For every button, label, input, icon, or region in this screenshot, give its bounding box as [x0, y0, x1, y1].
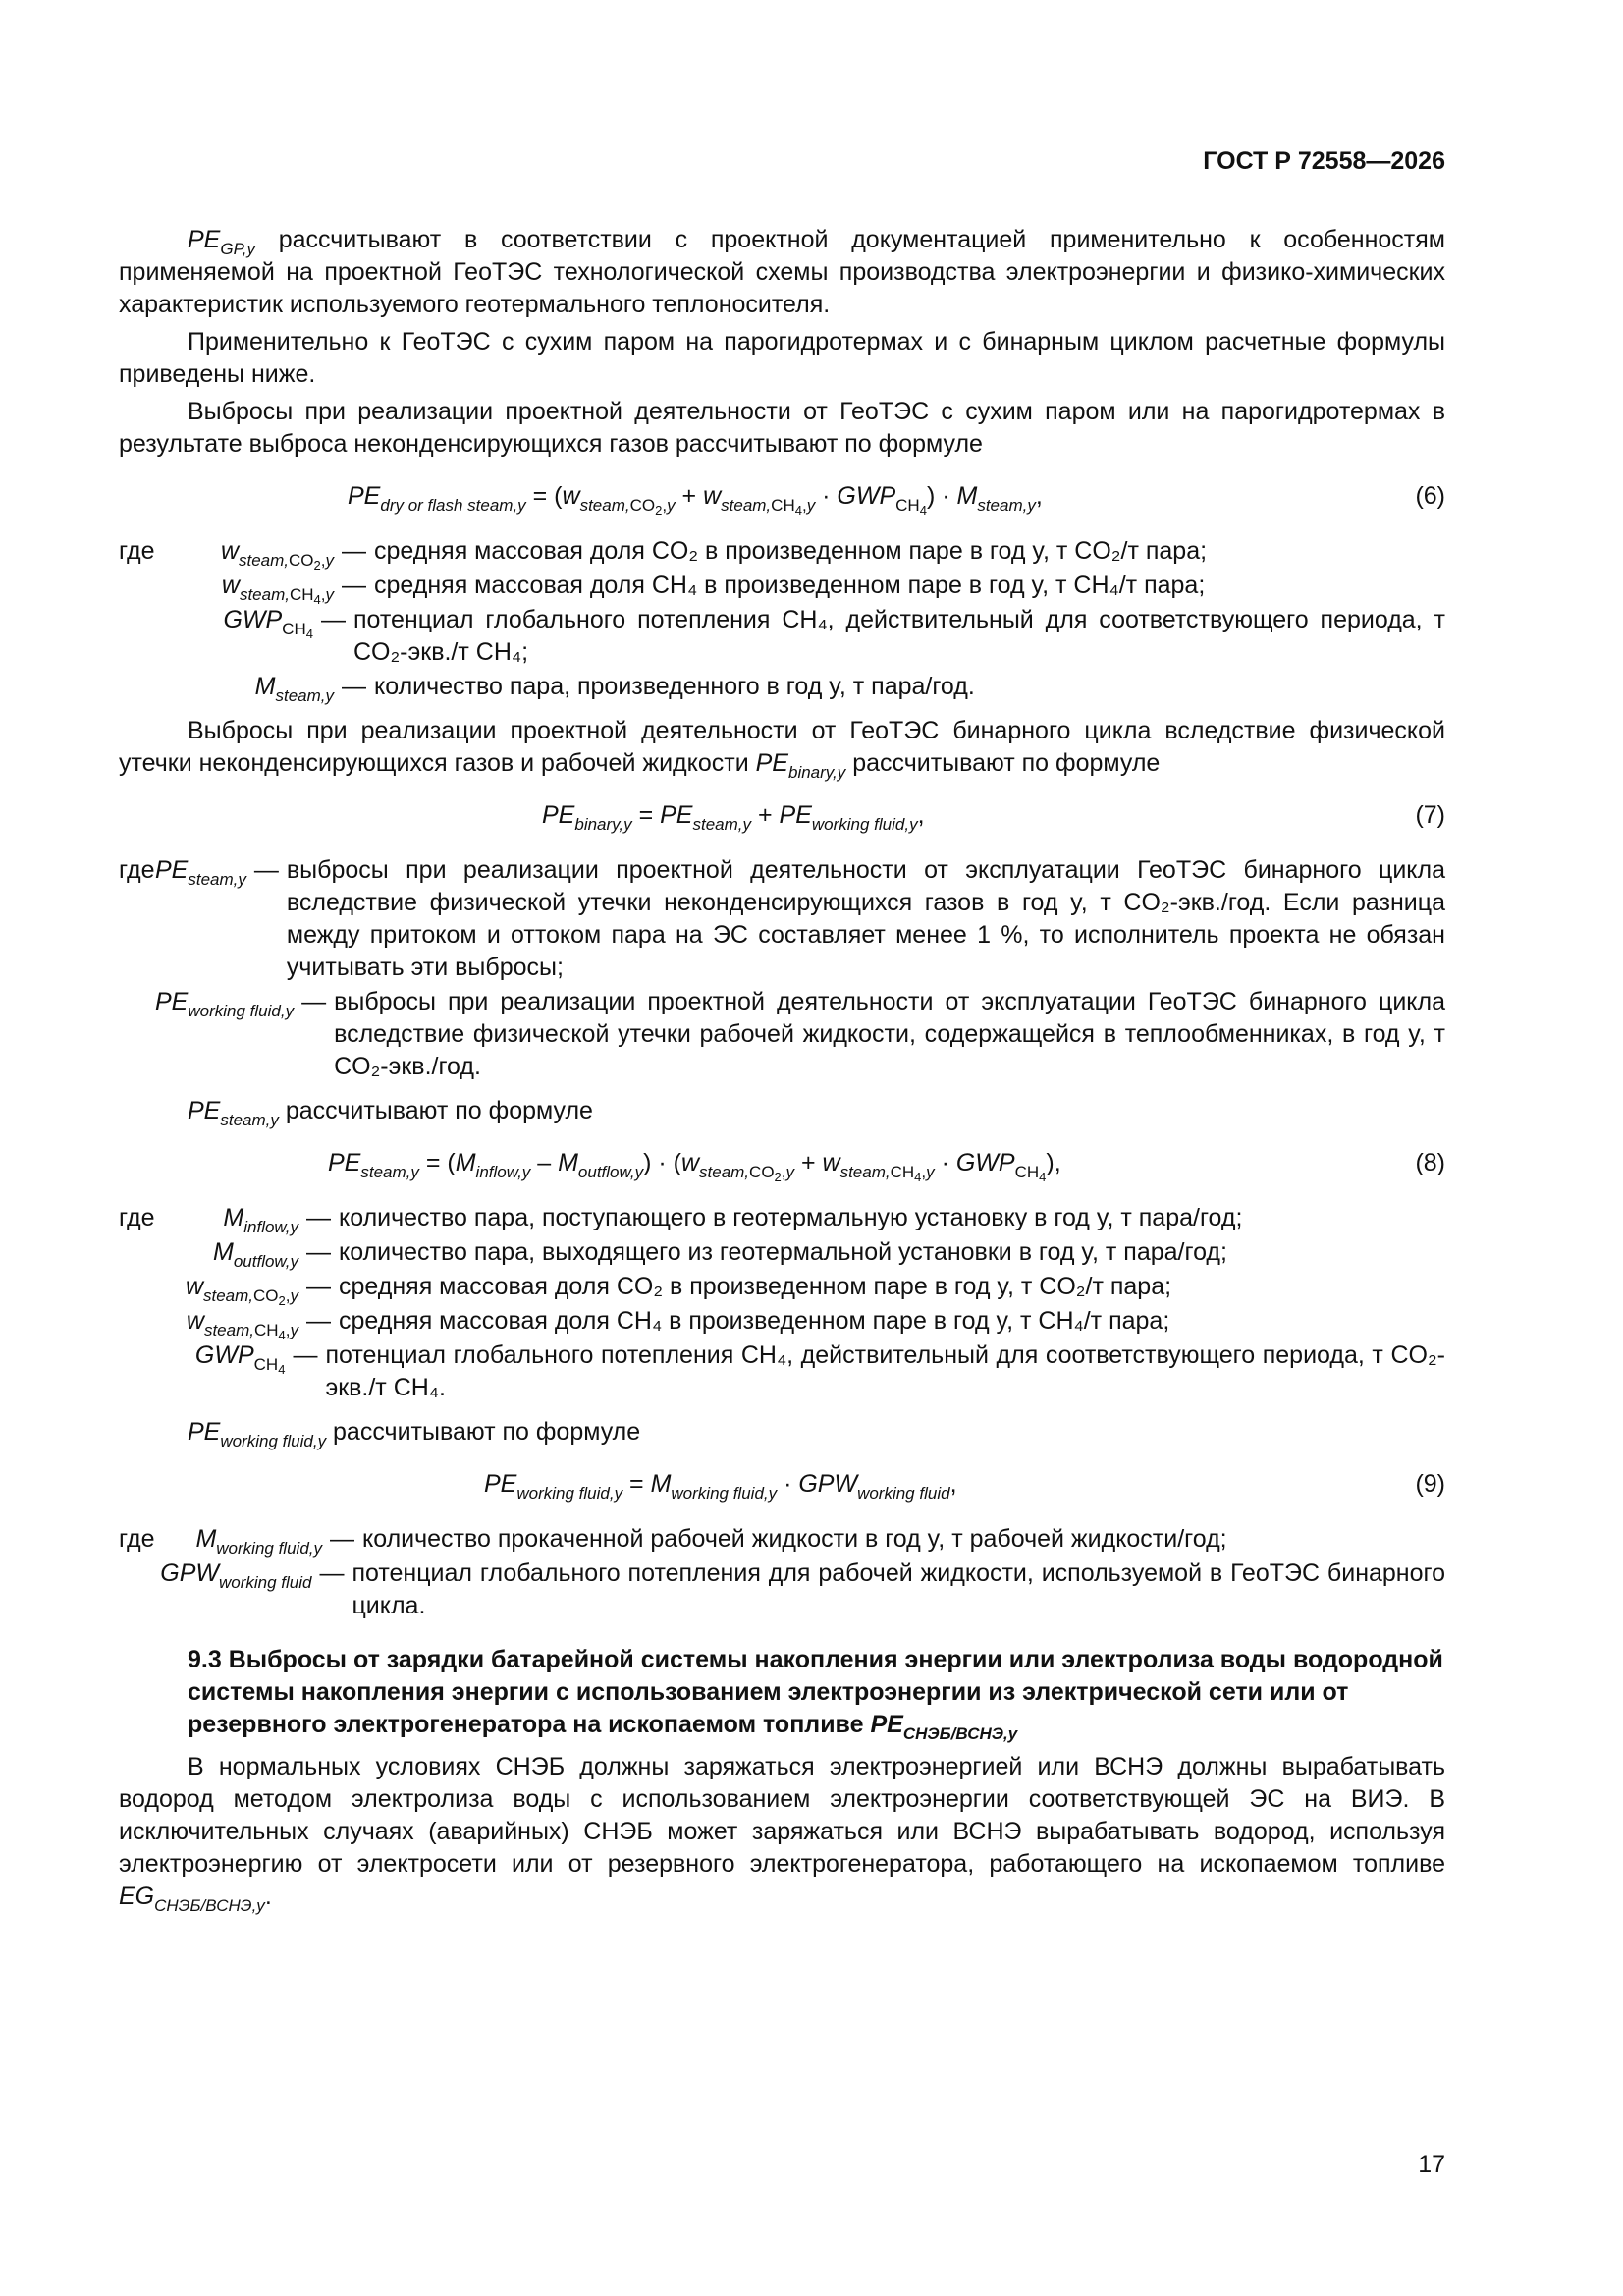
where-list-8: [119, 1202, 1445, 1404]
paragraph-formulas-intro: Применительно к ГеоТЭС с сухим паром на парогидротермах и с бинарным циклом расчетные формулы приведены ниже.: [119, 328, 1445, 388]
where-item: $M_{steam,y}$ — количество пара, произведенного в год y, т пара/год.: [254, 673, 975, 705]
paragraph-pe-steam: $PE_{steam,y}$ рассчитывают по формуле: [188, 1097, 593, 1129]
section-heading-9-3: 9.3 Выбросы от зарядки батарейной системы накопления энергии или электролиза воды водородной системы накопления энергии с использованием электроэнергии из электрической сети или от резервного электрогенератора на ископаемом топливе $PE_{СНЭБ/ВСНЭ,y}$: [188, 1646, 1443, 1743]
paragraph-pe-gp: $PE_{GP,y}$ рассчитывают в соответствии с проектной документацией применительно к особенностям применяемой на проектной ГеоТЭС технологической схемы производства электроэнергии и физико-химических характеристик используемого геотермального теплоносителя.: [119, 226, 1445, 318]
where-list-9: [119, 1523, 1445, 1622]
symbol-pe-steam: $PE_{steam,y}$: [188, 1097, 279, 1129]
formula-7: [119, 788, 1445, 845]
page-content: [119, 224, 1445, 1913]
paragraph-section-9-3: В нормальных условиях СНЭБ должны заряжаться электроэнергией или ВСНЭ должны вырабатывать водород методом электролиза воды с использованием электроэнергии соответствующей ЭС на ВИЭ. В исключительных случаях (аварийных) СНЭБ может заряжаться или ВСНЭ вырабатывать водород, используя электроэнергию от электросети или от резервного электрогенератора, работающего на ископаемом топливе $EG_{СНЭБ/ВСНЭ,y}$.: [119, 1753, 1445, 1915]
where-item: $w_{steam,CH_4,y}$ — средняя массовая доля CH₄ в произведенном паре в год y, т CH₄/т пара;: [186, 1307, 1170, 1342]
formula-8-expression: $PE_{steam,y} = (M_{inflow,y} - M_{outflow,y}) \cdot (w_{steam,CO_2,y} + w_{steam,CH_4,y} \cdot GWP_{CH_4})$,: [328, 1149, 1061, 1184]
where-item: $GWP_{CH_4}$ — потенциал глобального потепления CH₄, действительный для соответствующего периода, т CO₂-экв./т CH₄.: [194, 1341, 1445, 1401]
formula-8: [119, 1135, 1445, 1192]
where-item: где $M_{working fluid,y}$ — количество прокаченной рабочей жидкости в год y, т рабочей жидкости/год;: [119, 1525, 1227, 1558]
document-code: ГОСТ Р 72558—2026: [1203, 147, 1445, 175]
where-item: $M_{outflow,y}$ — количество пара, выходящего из геотермальной установки в год y, т пара/год;: [213, 1238, 1227, 1271]
formula-7-expression: $PE_{binary,y} = PE_{steam,y} + PE_{working fluid,y}$,: [542, 801, 925, 834]
where-item: $PE_{working fluid,y}$ — выбросы при реализации проектной деятельности от эксплуатации ГеоТЭС бинарного цикла вследствие физической утечки рабочей жидкости, содержащейся в теплообменниках, в год y, т CO₂-экв./год.: [155, 988, 1445, 1080]
where-item: где $M_{inflow,y}$ — количество пара, поступающего в геотермальную установку в год y, т пара/год;: [119, 1204, 1243, 1236]
formula-8-number: (8): [1415, 1149, 1445, 1176]
symbol-pe-binary: $PE_{binary,y}$: [755, 749, 846, 782]
paragraph-binary: Выбросы при реализации проектной деятельности от ГеоТЭС бинарного цикла вследствие физической утечки неконденсирующихся газов и рабочей жидкости $PE_{binary,y}$ рассчитывают по формуле: [119, 717, 1445, 782]
symbol-eg-snb: $EG_{СНЭБ/ВСНЭ,y}$: [119, 1883, 265, 1915]
where-item: $w_{steam,CH_4,y}$ — средняя массовая доля CH₄ в произведенном паре в год y, т CH₄/т пара;: [221, 572, 1206, 607]
formula-9: [119, 1456, 1445, 1513]
formula-6-number: (6): [1415, 482, 1445, 510]
formula-9-expression: $PE_{working fluid,y} = M_{working fluid,y} \cdot GPW_{working fluid}$,: [484, 1470, 957, 1503]
where-list-6: [119, 535, 1445, 703]
paragraph-pe-working-fluid: $PE_{working fluid,y}$ рассчитывают по формуле: [188, 1418, 641, 1450]
symbol-pe-gp: $PE_{GP,y}$: [188, 226, 255, 258]
formula-7-number: (7): [1415, 801, 1445, 829]
paragraph-dry-steam: Выбросы при реализации проектной деятельности от ГеоТЭС с сухим паром или на парогидротермах в результате выброса неконденсирующихся газов рассчитывают по формуле: [119, 398, 1445, 458]
symbol-pe-snb: $PE_{СНЭБ/ВСНЭ,y}$: [870, 1711, 1018, 1743]
page-number: 17: [1418, 2151, 1445, 2178]
formula-6-expression: $PE_{dry or flash steam,y} = (w_{steam,CO_2,y} + w_{steam,CH_4,y} \cdot GWP_{CH_4}) \cdot M_{steam,y}$,: [348, 482, 1043, 518]
where-item: $GWP_{CH_4}$ — потенциал глобального потепления CH₄, действительный для соответствующего периода, т CO₂-экв./т CH₄;: [223, 606, 1445, 666]
formula-6: [119, 468, 1445, 525]
where-item: где $PE_{steam,y}$ — выбросы при реализации проектной деятельности от эксплуатации ГеоТЭС бинарного цикла вследствие физической утечки неконденсирующихся газов в год y, т CO₂-экв./год. Если разница между притоком и оттоком пара на ЭС составляет менее 1 %, то исполнитель проекта не обязан учитывать эти выбросы;: [119, 856, 1445, 981]
where-item: $w_{steam,CO_2,y}$ — средняя массовая доля CO₂ в произведенном паре в год y, т CO₂/т пара;: [185, 1273, 1172, 1308]
where-list-7: [119, 854, 1445, 1083]
formula-9-number: (9): [1415, 1470, 1445, 1498]
where-item: $GPW_{working fluid}$ — потенциал глобального потепления для рабочей жидкости, используемой в ГеоТЭС бинарного цикла.: [160, 1559, 1445, 1619]
symbol-pe-working-fluid: $PE_{working fluid,y}$: [188, 1418, 327, 1450]
where-item: где $w_{steam,CO_2,y}$ — средняя массовая доля CO₂ в произведенном паре в год y, т CO₂/т пара;: [119, 537, 1208, 573]
